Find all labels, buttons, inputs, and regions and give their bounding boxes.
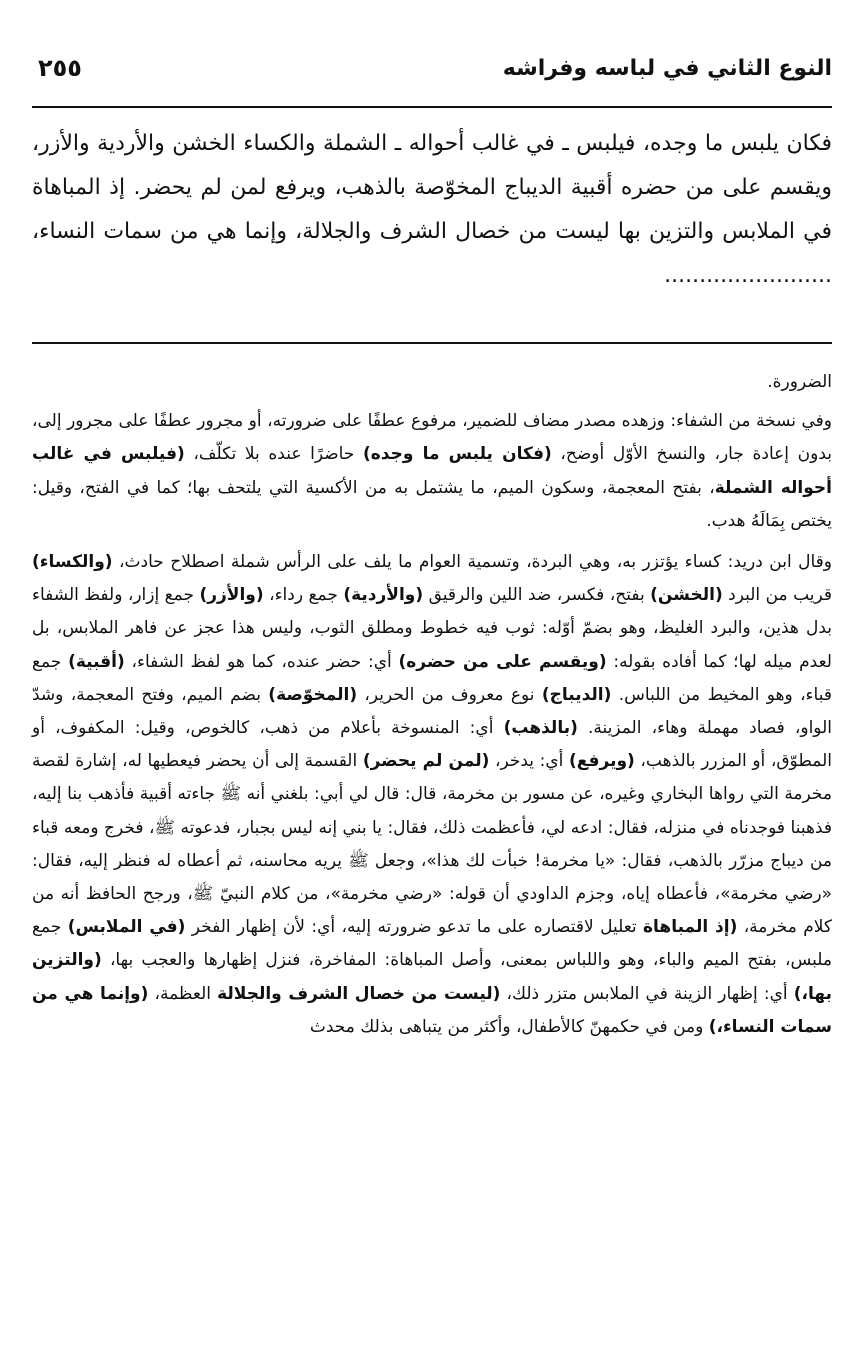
chapter-title: النوع الثاني في لباسه وفراشه bbox=[502, 56, 832, 81]
quoted-phrase: (الخشن) bbox=[650, 585, 723, 606]
main-text-body: فكان يلبس ما وجده، فيلبس ـ في غالب أحواله ـ الشملة والكساء الخشن والأردية والأزر، ويقسم على من حضره أقبية الديباج المخوّصة بالذهب، ويرفع لمن لم يحضر. إذ المباهاة في الملابس والتزين بها ليست من خصال الشرف والجلالة، وإنما هي من سمات النساء، bbox=[32, 131, 832, 244]
commentary-text: جمع إزار، ولفظ الشفاء بدل هذين، والبرد الغليظ، وهو بضمّ أوّله: ثوب فيه خطوط ومطلق الثوب، وليس هذا عجز عن فاهر الملابس، بل لعدم ميله لها؛ كما أفاده بقوله: bbox=[32, 585, 832, 672]
quoted-phrase: (أقبية) bbox=[68, 651, 125, 672]
commentary-text: نوع معروف من الحرير، bbox=[357, 684, 542, 705]
page-number: ٢٥٥ bbox=[38, 54, 82, 82]
commentary-text: جمع رداء، bbox=[263, 585, 344, 606]
commentary-paragraph bbox=[32, 546, 832, 1044]
commentary-text: قريب من البرد bbox=[722, 585, 832, 606]
commentary-text: وقال ابن دريد: كساء يؤتزر به، وهي البردة، وتسمية العوام ما يلف على الرأس شملة اصطلاح حادث، bbox=[112, 552, 832, 573]
quoted-phrase: (والأزر) bbox=[199, 585, 264, 606]
quoted-phrase: (في الملابس) bbox=[67, 917, 186, 938]
main-text bbox=[32, 122, 832, 298]
commentary-text: أي: إظهار الزينة في الملابس متزر ذلك، bbox=[500, 983, 794, 1004]
commentary-text: بفتح، فكسر، ضد اللين والرقيق bbox=[423, 585, 651, 606]
footnote-separator bbox=[32, 342, 832, 344]
main-text-ellipsis: ........................ bbox=[664, 263, 832, 288]
quoted-phrase: (إذ المباهاة bbox=[643, 917, 738, 938]
commentary-text: حاضرًا عنده بلا تكلّف، bbox=[184, 444, 363, 465]
commentary-text: العظمة، bbox=[148, 983, 218, 1004]
commentary-paragraph bbox=[32, 405, 832, 538]
commentary-text: جمع قباء، وهو المخيط من اللباس. bbox=[32, 651, 832, 705]
quoted-phrase: (فكان يلبس ما وجده) bbox=[362, 444, 552, 465]
running-header bbox=[32, 48, 832, 108]
quoted-phrase: (والأردية) bbox=[343, 585, 424, 606]
commentary bbox=[32, 366, 832, 1044]
quoted-phrase: (والتزين بها،) bbox=[32, 950, 832, 1004]
commentary-text: وفي نسخة من الشفاء: وزهده مصدر مضاف للضمير، مرفوع عطفًا على ضرورته، أو مجرور عطفًا على مجرور إلى، بدون إعادة جار، والنسخ الأوّل أوضح، bbox=[32, 411, 833, 465]
quoted-phrase: (فيلبس في غالب أحواله الشملة bbox=[32, 444, 832, 498]
quoted-phrase: (والكساء) bbox=[32, 552, 113, 573]
quoted-phrase: (لمن لم يحضر) bbox=[362, 751, 490, 772]
commentary-text: أي: يدخر، bbox=[489, 751, 569, 772]
quoted-phrase: (الديباج) bbox=[541, 684, 612, 705]
quoted-phrase: (المخوّصة) bbox=[268, 684, 358, 705]
quoted-phrase: (ويقسم على من حضره) bbox=[398, 651, 607, 672]
book-page bbox=[32, 48, 832, 1348]
quoted-phrase: (بالذهب) bbox=[503, 718, 578, 739]
commentary-text: أي: المنسوخة بأعلام من ذهب، كالخوص، وقيل: المكفوف، أو المطوّق، أو المزرر بالذهب، bbox=[32, 718, 833, 772]
commentary-text: بضم الميم، وفتح المعجمة، وشدّ الواو، فصاد مهملة وهاء، المزينة. bbox=[32, 684, 832, 739]
commentary-text: تعليل لاقتصاره على ما تدعو ضرورته إليه، أي: لأن إظهار الفخر bbox=[185, 917, 644, 938]
commentary-text: ومن في حكمهنّ كالأطفال، وأكثر من يتباهى بذلك محدث bbox=[309, 1016, 709, 1037]
commentary-text: ، بفتح المعجمة، وسكون الميم، ما يشتمل به من الأكسية التي يلتحف بها؛ كما في الفتح، وقيل: يختص بِمَالَهُ هدب. bbox=[32, 477, 832, 531]
commentary-text: القسمة إلى أن يحضر فيعطيها له، إشارة لقصة مخرمة التي رواها البخاري وغيره، عن مسور بن مخرمة، قال: قال لي أبي: بلغني أنه ﷺ جاءته أقبية فأذهب بنا إليه، فذهبنا فوجدناه في منزله، فقال: ادعه لي، فأعظمت ذلك، فقال: يا بني إنه ليس بجبار، فدعوته ﷺ، فخرج ومعه قباء من ديباج مزرّر بالذهب، فقال: «يا مخرمة! خبأت لك هذا»، وجعل ﷺ يريه محاسنه، ثم أعطاه له فنظر إليه، فقال: «رضي مخرمة»، فأعطاه إياه، وجزم الداودي أن قوله: «رضي مخرمة»، من كلام النبيّ ﷺ، ورجح الحافظ أنه من كلام مخرمة، bbox=[32, 751, 832, 938]
commentary-paragraph: الضرورة. bbox=[767, 372, 832, 392]
commentary-text: أي: حضر عنده، كما هو لفظ الشفاء، bbox=[124, 651, 399, 672]
quoted-phrase: (ليست من خصال الشرف والجلالة bbox=[217, 983, 501, 1004]
quoted-phrase: (ويرفع) bbox=[569, 751, 635, 772]
quoted-phrase: (وإنما هي من سمات النساء،) bbox=[32, 983, 832, 1037]
commentary-text: جمع ملبس، بفتح الميم والباء، وهو واللباس بمعنى، وأصل المباهاة: المفاخرة، فنزل إظهارها والعجب بها، bbox=[32, 917, 832, 971]
